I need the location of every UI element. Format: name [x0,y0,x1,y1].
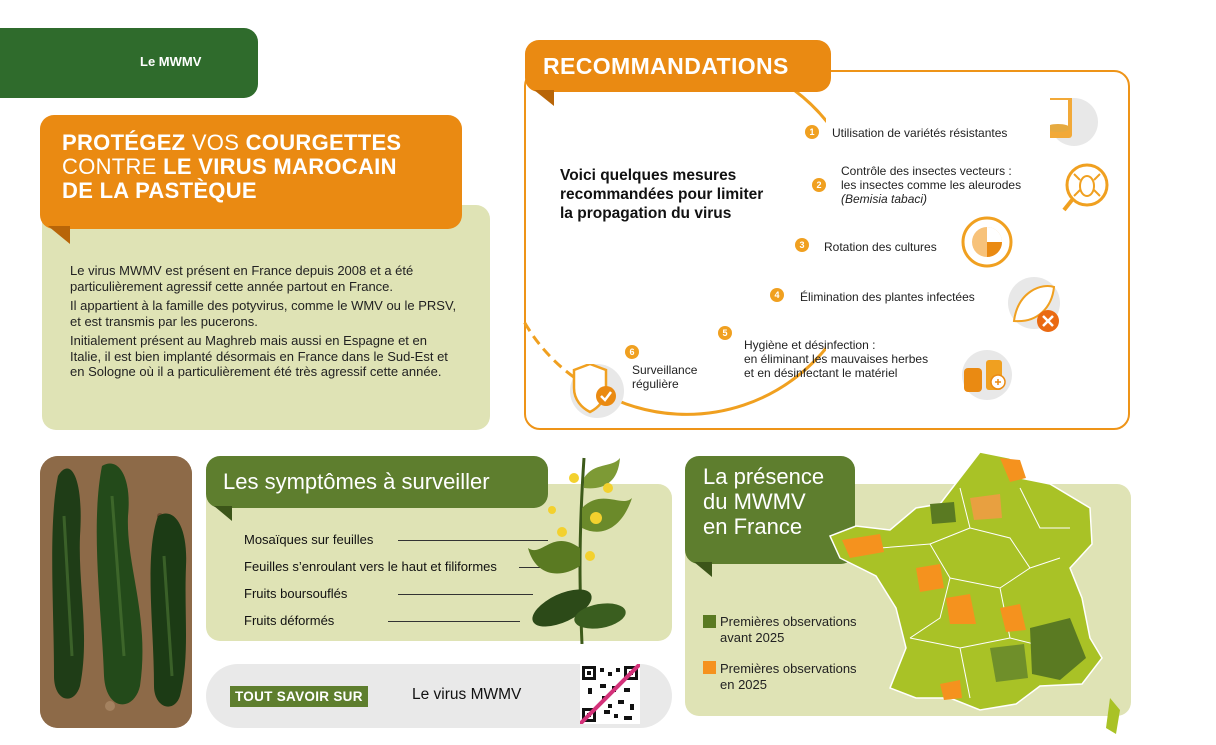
rec-item-2 [841,164,1021,206]
map-title-line: du MWMV [703,489,806,514]
recommendations-notch [534,90,554,106]
rec-item-3: Rotation des cultures [824,240,937,254]
map-title-line: La présence [703,464,825,489]
step-number: 5 [718,326,732,340]
rec-item-5-line: Hygiène et désinfection : [744,338,876,352]
recommendations-title: RECOMMANDATIONS [525,40,831,92]
intro-paragraph-3: Initialement présent au Maghreb mais aussi en Espagne et en Italie, il est bien implanté désormais en France dans le Sud-Est et en Sologne où il a particulièrement été très agressif cette année. [70,333,448,379]
rec-item-6-line: Surveillance [632,363,698,377]
step-number: 1 [805,125,819,139]
shield-check-icon [570,364,624,418]
symptom-pointer-line [388,621,520,622]
symptom-item: Fruits déformés [244,613,335,628]
legend-line: Premières observations [720,614,857,629]
title-part: COURGETTES [245,130,402,155]
rec-item-5 [744,338,928,380]
step-number: 3 [795,238,809,252]
legend-line: en 2025 [720,677,767,692]
rec-item-5-line: en éliminant les mauvaises herbes [744,352,929,366]
symptom-item: Mosaïques sur feuilles [244,532,374,547]
title-part: VOS [185,130,246,155]
spray-icon [962,350,1012,400]
legend-line: avant 2025 [720,630,785,645]
map-title-line: en France [703,514,803,539]
section-tag-label: Le MWMV [140,54,202,69]
leaf-no-icon [1008,277,1060,329]
legend-line: Premières observations [720,661,857,676]
map-notch [694,562,712,577]
step-number: 2 [812,178,826,192]
learn-more-text: Le virus MWMV [412,686,522,703]
title-part: CONTRE [62,154,164,179]
rotation-icon [960,215,1014,269]
step-number: 6 [625,345,639,359]
intro-paragraph-1: Le virus MWMV est présent en France depuis 2008 et a été particulièrement agressif cette année partout en France. [70,263,414,294]
qr-code-icon[interactable] [580,664,640,724]
symptom-item: Fruits boursouflés [244,586,348,601]
step-number: 4 [770,288,784,302]
france-map [820,448,1130,738]
legend-swatch-before-2025 [703,615,716,628]
seed-bag-icon [1050,98,1098,146]
rec-item-2-line: Contrôle des insectes vecteurs : [841,164,1012,178]
rec-item-6 [632,363,697,391]
symptoms-notch [214,506,232,521]
legend-swatch-2025 [703,661,716,674]
title-part: DE LA PASTÈQUE [62,178,257,203]
rec-item-2-line: (Bemisia tabaci) [841,192,928,206]
legend-label [720,661,857,693]
intro-box [42,205,490,430]
symptoms-title: Les symptômes à surveiller [206,456,548,508]
title-part: PROTÉGEZ [62,130,186,155]
rec-item-5-line: et en désinfectant le matériel [744,366,898,380]
page-title [40,115,462,229]
section-tag [0,28,258,98]
rec-item-6-line: régulière [632,377,679,391]
legend-label [720,614,857,646]
rec-item-1: Utilisation de variétés résistantes [832,126,1008,140]
intro-paragraph-2: Il appartient à la famille des potyvirus, comme le WMV ou le PRSV, et est transmis par les pucerons. [70,298,457,329]
rec-item-4: Élimination des plantes infectées [800,290,975,304]
plant-illustration [522,448,642,644]
title-part: LE VIRUS MAROCAIN [163,154,397,179]
insect-icon [1062,160,1110,208]
zucchini-photo [40,456,192,728]
learn-more-badge: TOUT SAVOIR SUR [230,686,368,707]
symptom-item: Feuilles s’enroulant vers le haut et filiformes [244,559,497,574]
recommendations-intro: Voici quelques mesures recommandées pour limiter la propagation du virus [560,167,764,222]
symptom-pointer-line [398,594,533,595]
rec-item-2-line: les insectes comme les aleurodes [841,178,1022,192]
recommendations-arc [506,70,826,450]
title-notch [48,226,70,244]
